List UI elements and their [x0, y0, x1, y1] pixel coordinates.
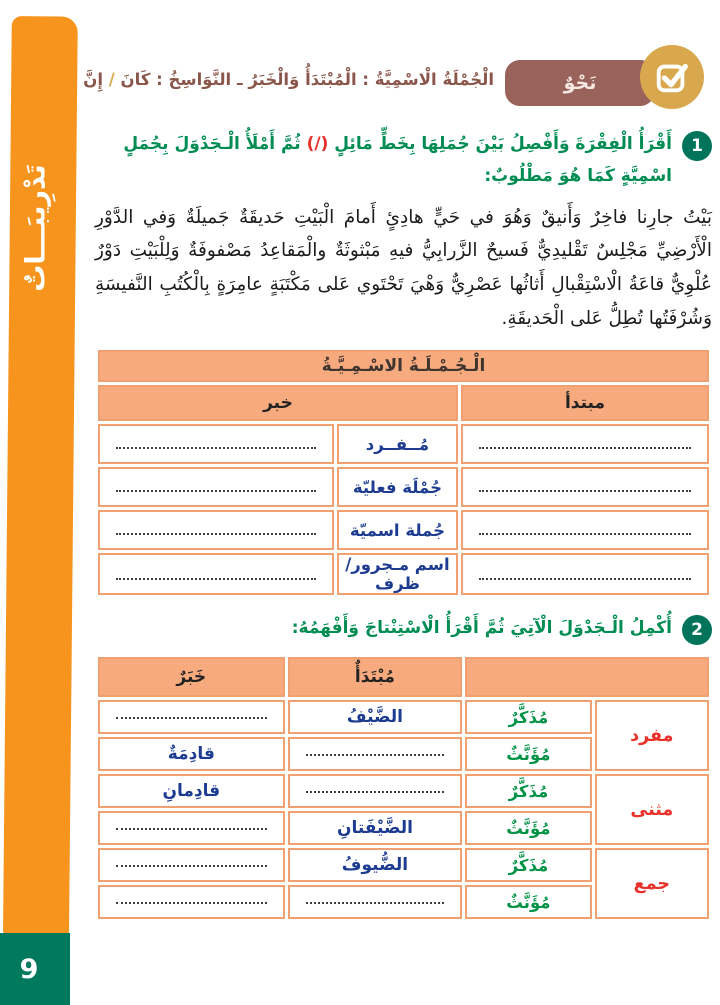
main-content	[83, 0, 712, 922]
table1-title-row	[98, 350, 709, 382]
khabar-answer-cell	[98, 885, 285, 919]
exercise-1-instruction	[95, 128, 672, 193]
khabar-value: قادِمَةٌ	[98, 737, 285, 771]
khabar-answer-cell	[98, 553, 334, 595]
column-header-khabar: خبر	[98, 385, 458, 421]
khabar-type-label: اسم مـجرور/ظرف	[337, 553, 458, 595]
table2-header-row	[98, 657, 709, 697]
exercise-1-number-badge: 1	[682, 131, 712, 161]
sidebar-tab	[3, 16, 78, 935]
page-title-text-2: إِنَّ	[83, 70, 109, 89]
table-row	[98, 774, 709, 808]
reading-paragraph: بَيْتُ جارِنا فاخِرٌ وَأَنيقٌ وَهُوَ في حَيٍّ هادِئٍ أَمامَ الْبَيْتِ حَديقَةٌ جَميلَةٌ وَفي الدَّوْرِ الْأَرْضِيِّ مَجْلِسٌ تَقْليدِيٌّ فَسيحٌ الزَّرابِيُّ فيهِ مَبْثوثَةٌ والْمَقاعِدُ مَصْفوفَةٌ وَلِلْبَيْتِ دَوْرٌ عُلْوِيٌّ قاعَةُ الْاسْتِقْبالِ أَثاثُها عَصْرِيٌّ وَهْيَ تَحْتَوي عَلى مَكْتَبَةٍ عامِرَةٍ بِالْكُتُبِ النَّفيسَةِ وَشُرْفَتُها تُطِلُّ عَلى الْحَديقَةِ.	[95, 206, 712, 329]
sidebar-vertical-label: تَدْرِيبَـــاتٌ	[20, 164, 52, 292]
checkbox-icon	[640, 45, 704, 109]
answer-blank[interactable]	[116, 578, 316, 580]
khabar-value: قادِمانِ	[98, 774, 285, 808]
answer-blank[interactable]	[116, 447, 316, 449]
page-number-block	[0, 933, 70, 1005]
table-row	[98, 700, 709, 734]
mubtada-value: الضَّيْفَتانِ	[288, 811, 463, 845]
exercise-2-instruction: أُكْمِلُ الْـجَدْوَلَ الْآتِيَ ثُمَّ أَقْرَأُ الْاسْتِنْتاجَ وَأَفْهَمُهُ:	[291, 618, 672, 639]
gender-label: مُؤَنَّثٌ	[465, 811, 591, 845]
slash-marker: (/)	[306, 134, 329, 154]
check-square-glyph	[653, 58, 691, 96]
answer-blank[interactable]	[116, 865, 267, 867]
page-number: 9	[19, 953, 39, 985]
table-row	[98, 848, 709, 882]
column-header-mubtada: مبتدأ	[461, 385, 709, 421]
answer-blank[interactable]	[479, 490, 691, 492]
subject-badge	[505, 60, 655, 106]
mubtada-answer-cell	[461, 553, 709, 595]
table2-header-empty	[465, 657, 709, 697]
table-row	[98, 424, 709, 464]
answer-blank[interactable]	[479, 533, 691, 535]
instruction-text: أَقْرَأُ الْفِقْرَةَ وَأَفْصِلُ بَيْنَ جُمَلِهَا بِخَطٍّ مَائِلٍ	[328, 134, 672, 154]
table1-title-cell: الْـجُـمْـلَـةُ الاسْـمِـيَّـةُ	[98, 350, 709, 382]
table1-header-row	[98, 385, 709, 421]
mubtada-answer-cell	[288, 885, 463, 919]
gender-number-table	[95, 654, 712, 922]
khabar-answer-cell	[98, 811, 285, 845]
gender-label: مُذَكَّرٌ	[465, 848, 591, 882]
answer-blank[interactable]	[479, 578, 691, 580]
mubtada-answer-cell	[288, 774, 463, 808]
mubtada-answer-cell	[461, 510, 709, 550]
column-header-mubtada: مُبْتَدَأٌ	[288, 657, 463, 697]
header	[83, 0, 712, 128]
khabar-answer-cell	[98, 510, 334, 550]
mubtada-answer-cell	[288, 737, 463, 771]
answer-blank[interactable]	[479, 447, 691, 449]
khabar-answer-cell	[98, 848, 285, 882]
answer-blank[interactable]	[306, 754, 445, 756]
subject-badge-label: نَحْوٌ	[563, 72, 597, 94]
khabar-answer-cell	[98, 424, 334, 464]
table-row	[98, 553, 709, 595]
khabar-type-label: مُــفــرد	[337, 424, 458, 464]
answer-blank[interactable]	[116, 533, 316, 535]
gender-label: مُؤَنَّثٌ	[465, 737, 591, 771]
gender-label: مُذَكَّرٌ	[465, 774, 591, 808]
page-title	[83, 70, 494, 89]
table-row	[98, 467, 709, 507]
mubtada-answer-cell	[461, 424, 709, 464]
exercise-1	[95, 128, 712, 193]
answer-blank[interactable]	[116, 828, 267, 830]
khabar-answer-cell	[98, 467, 334, 507]
title-slash: /	[108, 70, 115, 89]
page-title-text: الْجُمْلَةُ الْاسْمِيَّةُ : الْمُبْتَدَأُ وَالْخَبَرُ ـ النَّوَاسِخُ : كَانَ	[114, 70, 494, 89]
column-header-khabar: خَبَرٌ	[98, 657, 285, 697]
category-label: مثنى	[595, 774, 709, 845]
answer-blank[interactable]	[306, 791, 445, 793]
answer-blank[interactable]	[116, 490, 316, 492]
category-label: جمع	[595, 848, 709, 919]
nominal-sentence-table	[95, 347, 712, 598]
exercise-2-number-badge: 2	[682, 615, 712, 645]
answer-blank[interactable]	[116, 902, 267, 904]
category-label: مفرد	[595, 700, 709, 771]
mubtada-value: الضَّيْفُ	[288, 700, 463, 734]
table-row	[98, 510, 709, 550]
instruction-text-2: ثُمَّ أَمْلَأُ الْـجَدْوَلَ بِجُمَلٍ اسْمِيَّةٍ كَمَا هُوَ مَطْلُوبٌ:	[123, 134, 672, 187]
answer-blank[interactable]	[116, 717, 267, 719]
khabar-answer-cell	[98, 700, 285, 734]
answer-blank[interactable]	[306, 902, 445, 904]
khabar-type-label: جُملة اسميّة	[337, 510, 458, 550]
mubtada-value: الضُّيوفُ	[288, 848, 463, 882]
exercise-2	[95, 612, 712, 645]
khabar-type-label: جُمْلَة فعليّة	[337, 467, 458, 507]
gender-label: مُؤَنَّثٌ	[465, 885, 591, 919]
mubtada-answer-cell	[461, 467, 709, 507]
gender-label: مُذَكَّرٌ	[465, 700, 591, 734]
